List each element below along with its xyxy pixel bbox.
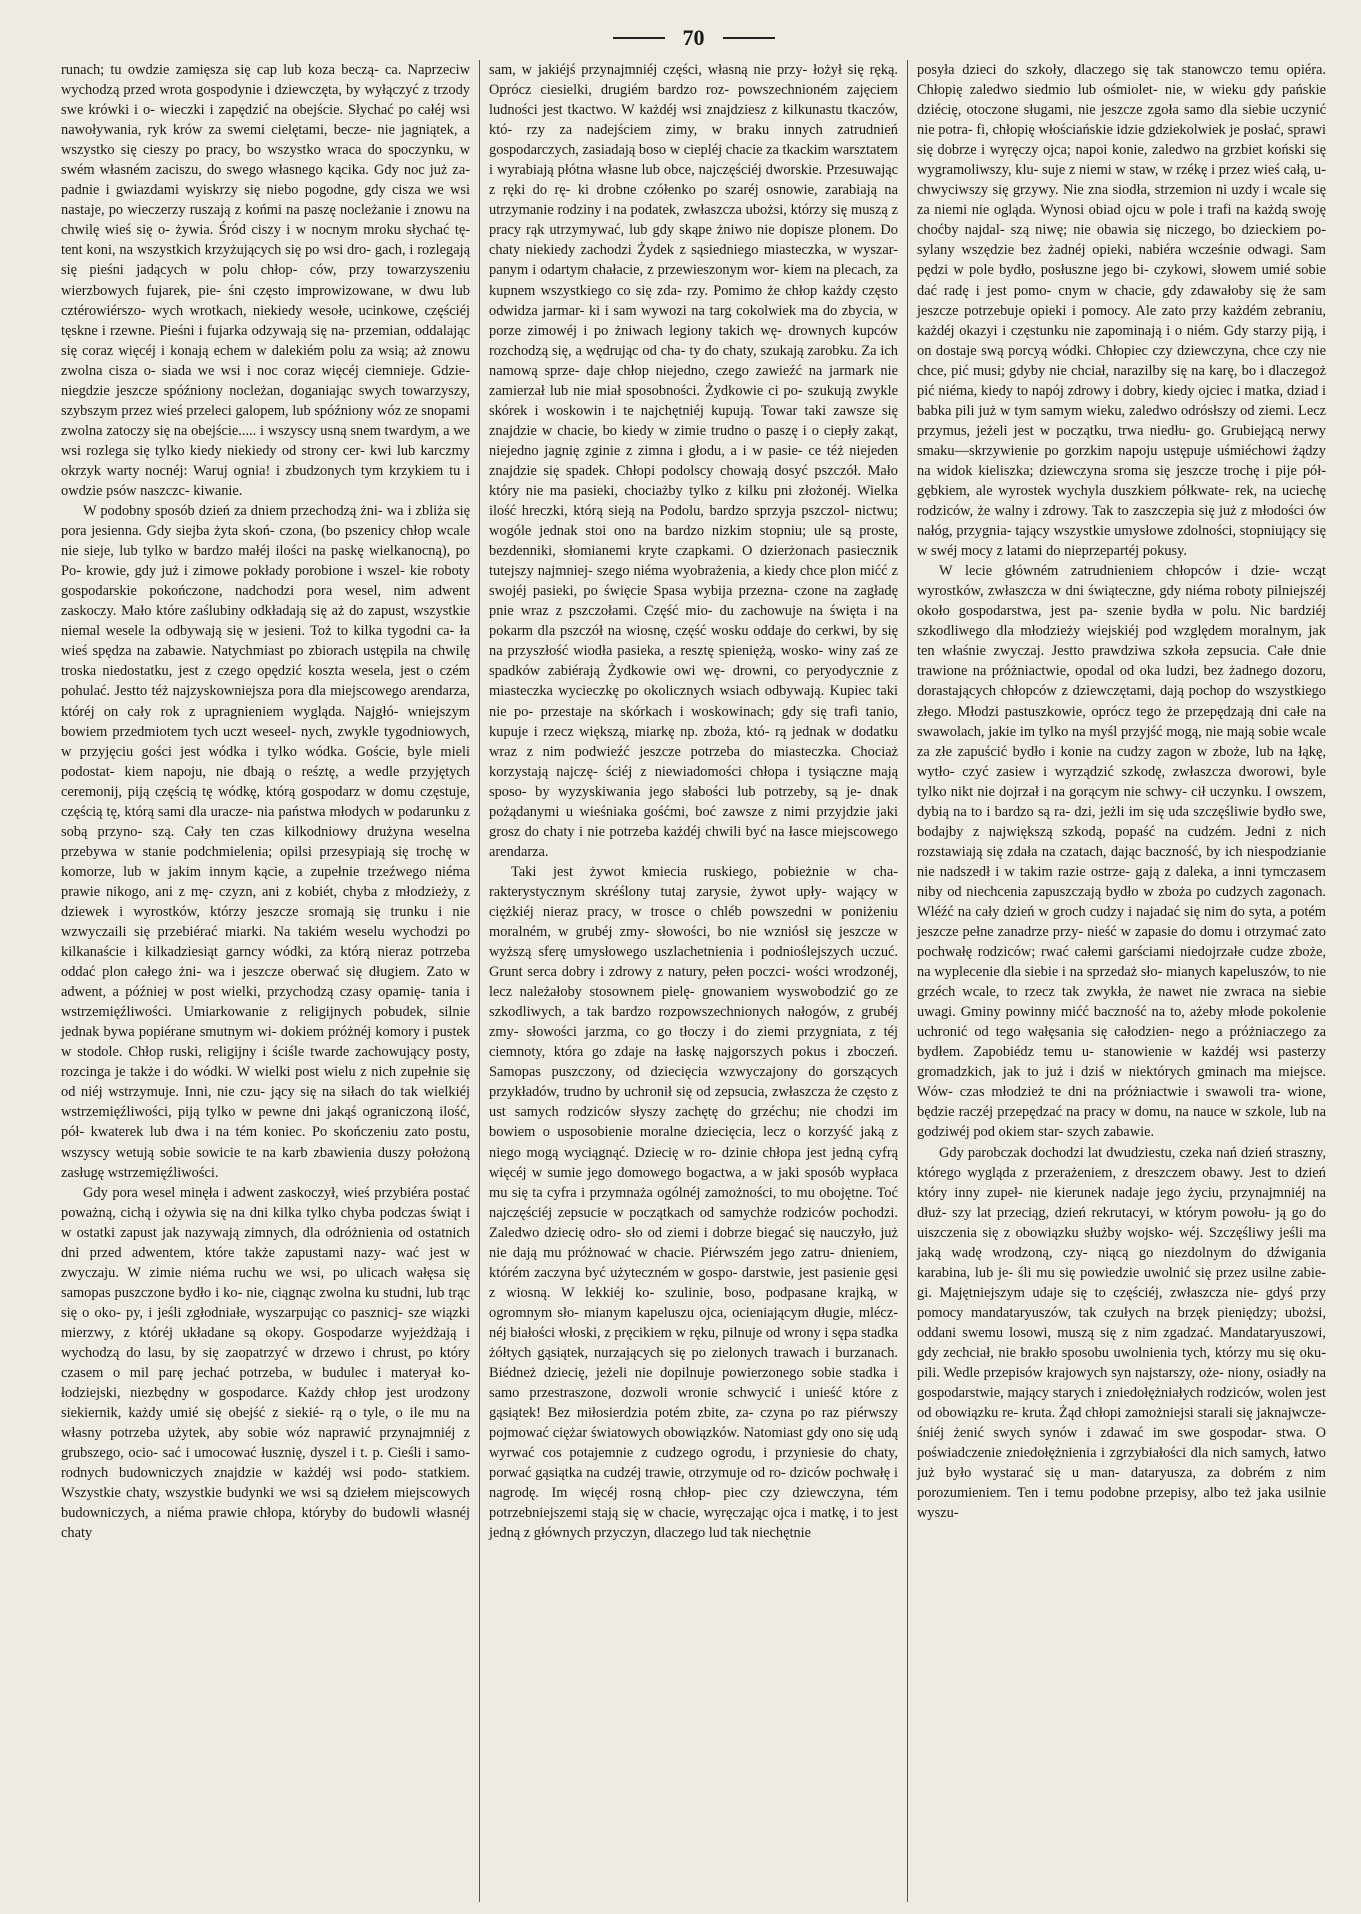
text-columns (52, 60, 1335, 1902)
column-1-paragraph: W podobny sposób dzień za dniem przechodzą żni- wa i zbliża się pora jesienna. Gdy siejba żyta skoń- czona, (bo pszenicy chłop wcale nie sieje, lub tylko w bardzo małéj ilości na paskę wielkanocną), po Po- krowie, gdy już i zimowe pokłady porobione i wszel- kie roboty gospodarskie pokończone, nadchodzi pora wesel, nim adwent zaskoczy. Mało które zaślubiny odkładają się aż do zapust, wszystkie niemal wesele la odbywają się w jesieni. Toż to kilka tygodni ca- ła wieś spędza na zabawie. Natychmiast po zbiorach ustępila na chwilę troska niedostatku, jest z czego opędzić koszta wesela, jest o czém pohulać. Jestto téż najzyskowniejsza pora dla miejscowego arendarza, któréj on cały rok z upragnieniem wygląda. Najgłó- wniejszym bowiem przedmiotem tych uczt weseel- nych, zwykle tygodniowych, w przyjęciu gości jest wódka i tylko wódka. Goście, byle mieli podostat- kiem napoju, nie dbają o reśztę, a wedle przyjętych ceremonij, piją częścią tę wódkę, którą gospodarz w domu częstuje, częścią tę, którą sami dla uracze- nia państwa młodych w podarunku z sobą przyno- szą. Cały ten czas kilkodniowy drużyna weselna przebywa w stanie podchmielenia; opilsi przesypiają się trochę w komorze, lub w jakim innym kącie, a zupełnie trzeźwego niéma prawie nikogo, ani z mę- czyzn, ani z kobiét, chyba z młodzieży, z dziewek i wyrostków, którzy jeszcze sromają się trunku i nie wzwyczaili się przebiérać miarki. Na takiém weselu wychodzi po kilkanaście i kilkadziesiąt garncy wódki, za którą nieraz potrzeba oddać plon całego żni- wa i jeszcze oberwać się długiem. Zato w adwent, a później w post wielki, przychodzą czasy opamię- tania i wstrzemięźliwości. Umiarkowanie z religijnych pobudek, silnie jednak bywa popiérane smutnym wi- dokiem próżnéj komory i pustek w stodole. Chłop ruski, religijny i ściśle twarde zachowujący posty, rozcinga je także i do wódki. W wielki post wielu z nich zupełnie się od niéj wstrzymuje. Inni, nie czu- jący się na siłach do tak wielkiéj wstrzemięźliwości, piją tylko w pewne dni jakąś ograniczoną ilość, pół- kwaterek lub dwa i na tém koniec. Po skończeniu zato postu, wszyscy wetują sobie sowicie te na karb zbawienia duszy położoną zasługę wstrzemięźliwości. (61, 503, 470, 1181)
column-1 (52, 60, 479, 1902)
column-3 (907, 60, 1335, 1902)
column-2-paragraph: sam, w jakiéjś przynajmniéj części, własną nie przy- łożył się ręką. Oprócz ciesielki, drugiém bardzo roz- powszechnioném zajęciem ludności jest tkactwo. W każdéj wsi znajdziesz z kilkunastu tkaczów, któ- rzy za nadejściem zimy, w braku innych zatrudnień gospodarczych, zasiadają boso w ciepléj chacie za tkackim warsztatem i wyrabiają płótna własne lub obce, najczęściéj dworskie. Przesuwając z ręki do rę- ki drobne czółenko po szaréj osnowie, zarabiają na utrzymanie rodziny i na podatek, zwłaszcza ubożsi, którzy się muszą z pracy rąk utrzymywać, lub gdy skąpe żniwo nie dopisze plonem. Do chaty niekiedy zachodzi Żydek z sąsiedniego miasteczka, w wyszar- panym i odartym chałacie, z przewieszonym wor- kiem na plecach, za kupnem wszystkiego co się zda- rzy. Pomimo że chłop każdy często odwidza jarmar- ki i sam wywozi na targ cokolwiek ma do zbycia, w porze zimowéj i po żniwach legiony takich wę- drownych kupców rozchodzą się, a wędrując od cha- ty do chaty, szukają zarobku. Za ich namową sprze- daje chłop niejedno, czego zawieźć na jarmark nie zamierzał lub nie miał sposobności. Żydkowie ci po- szukują zwykle skórek i woskowin i te najchętniéj kupują. Towar taki zawsze się znajdzie w chacie, bo kiedy w zimie trudno o paszę i o ciepły zakąt, niejedno jagnię zginie z zimna i głodu, a i w pasie- ce téż niejeden znajdzie się spadek. Chłopi podolscy chowają dosyć pszczół. Mało który nie ma pasieki, chociażby tylko z kilku pni złożonéj. Wielka ilość hreczki, którą sieją na Podolu, bardzo sprzyja pszczol- nictwu; wogóle jednak stoi ono na bardzo nizkim stopniu; ule są proste, bezdenniki, słomianemi kryte czapkami. O dzierżonach pasiecznik tutejszy najmniej- szego niéma wyobrażenia, a kiedy chce plon mićć z swojéj pasieki, po święcie Spasa wybija przezna- czone na zagładę pnie wraz z pszczołami. Część mio- du zachowuje na święta i na pokarm dla pszczół na wiosnę, część wosku oddaje do cerkwi, by się na przyszłość wiodła pasieka, a resztę spieniężą, wosko- winy zaś ze spadków zabiérają Żydkowie owi wę- drowni, co peryodycznie z miasteczka wycieczkę po okolicznych wsiach odbywają. Kupiec taki nie po- przestaje na skórkach i woskowinach; gdy się trafi tanio, kupuje i rzecz większą, miarkę np. zboża, któ- rą jednak w dodatku wraz z nim podwieźć jeszcze potrzeba do miasteczka. Chociaż korzystają najczę- ściéj z niewiadomości chłopa i tysiączne mają sposo- by wyzyskiwania jego słabości lub potrzeby, są je- dnak pożądanymi u wieśniaka gośćmi, boć zawsze z nimi przyjdzie jaki grosz do chaty i nie potrzeba każdéj chwili być na łasce miejscowego arendarza. (489, 62, 898, 860)
column-3-paragraph: Gdy parobczak dochodzi lat dwudziestu, czeka nań dzień straszny, którego wygląda z przerażeniem, z dreszczem obawy. Jest to dzień który inny zupeł- nie kierunek nadaje jego życiu, przynajmniéj na dłuż- szy lat przeciąg, dzień rekrutacyi, w którym powołu- ją go do uiszczenia się z obowiązku służby wojsko- wéj. Szczęśliwy jeśli ma jaką wadę wrodzoną, czy- niącą go niezdolnym do dźwigania karabina, lub je- śli mu się powiedzie uwolnić się przez usilne zabie- gi. Majętniejszym udaje się to częściéj, zwłaszcza nie- gdyś przy pomocy mandataryuszów, tak czułych na brzęk pieniędzy; ubożsi, oddani swemu losowi, muszą się z nim zgadzać. Mandataryuszowi, gdy zechciał, nie brakło sposobu uwolnienia tych, którzy mu się oku- pili. Wedle przepisów krajowych syn najstarszy, oże- niony, osiadły na gospodarstwie, mający starych i zniedołężniałych rodziców, wolen jest od obowiązku re- kruta. Żąd chłopi zamożniejsi starali się jaknajwcze- śniéj żenić swych synów i zdawać im swe gospodar- stwa. O poświadczenie zniedołężnienia i zgrzybiałości dla nich samych, łatwo już było wystarać się u man- dataryusza, za dobrém z nim porozumieniem. Ten i temu podobne przepisy, albo też jaka usilnie wyszu- (917, 1144, 1326, 1522)
column-1-paragraph: runach; tu owdzie zamięsza się cap lub koza beczą- ca. Naprzeciw wychodzą przed wrota gospodynie i dziewczęta, by wyłączyć z trzody swe krówki i o- wieczki i zapędzić na obejście. Słychać po całéj wsi nawoływania, ryk krów za swemi cielętami, becze- nie jagniątek, a wszystko się cieszy po pracy, bo wszystko wraca do spoczynku, w swém własném zaciszu, do swego własnego kącika. Gdy noc już za- padnie i gwiazdami wyiskrzy się niebo pogodne, gdy cisza we wsi nastaje, po wieczerzy ruszają z końmi na paszę nocleżanie i znowu na chwilę wieś się o- żywia. Śród ciszy i w nocnym mroku słychać tę- tent koni, na wszystkich krzyżujących się po wsi dro- gach, i rozlegają się pieśni jadących w polu chłop- ców, przy towarzyszeniu wierzbowych fujarek, pie- śni często improwizowane, w dwu lub cztérowiérszo- wych wrotkach, niekiedy wesołe, ucinkowe, częściéj tęskne i rzewne. Pieśni i fujarka odzywają się na- przemian, oddalając się coraz więcéj i konają echem w dalekiém polu za wsią; aż znowu zwolna cisza o- siada we wsi i noc coraz więcéj ciemnieje. Gdzie- niegdzie jeszcze spóźniony nocleżan, doganiając swych towarzyszy, szybszym przez wieś przeleci galopem, lub spóźniony wóz ze snopami zwolna zatoczy się na obejście..... i wszyscy usną snem twardym, a we wsi rozlega się tylko kiedy niekiedy od strony cer- kwi lub karczmy okrzyk warty nocnéj: Waruj ognia! i zbudzonych tym krzykiem tu i owdzie psów naszczc- kiwanie. (61, 62, 470, 499)
column-2 (479, 60, 907, 1902)
page-header (52, 16, 1335, 60)
column-3-paragraph: posyła dzieci do szkoły, dlaczego się tak stanowczo temu opiéra. Chłopię zaledwo siedmio lub ośmiolet- nie, w wieku gdy pańskie dziécię, otoczone sługami, nie jeszcze zgoła samo dla siebie uczynić nie potra- fi, chłopię włościańskie idzie gdziekolwiek je posłać, sprawi się dobrze i wyręczy ojca; napoi konie, zaledwo na grzbiet koński się wygramoliwszy, klu- suje z niemi w staw, w rzékę i przez wieś całą, u- chwyciwszy się grzywy. Nie zna siodła, strzemion ni uzdy i wcale się za niemi nie ogląda. Wynosi obiad ojcu w pole i trafi na każdą swoję choćby najdal- szą niwę; nie obawia się niczego, bo dzieckiem po- sylany wszędzie bez żadnéj opieki, nabiéra wcześnie odwagi. Sam pędzi w pole bydło, posłuszne jego bi- czykowi, słowem umié sobie dać radę i jest pomo- cnym w chacie, gdy zdawałoby się że sam jeszcze potrzebuje opieki i pomocy. Ale zato przy każdém zebraniu, każdéj okazyi i częstunku nie zapominają i o niém. Gdy starzy piją, i on dostaje swą porcyą wódki. Chłopiec czy dziewczyna, chce czy nie chce, pić musi; gdyby nie chciał, narazilby się na karę, bo i dlaczegoż pić niéma, kiedy to napój zdrowy i dobry, kiedy ojciec i matka, dziad i babka pili już w tym samym wieku, zaledwo odrósłszy od ziemi. Lecz przymus, jeżeli jest w początku, trwa niedłu- go. Grubiejącą nerwy smaku—skrzywienie po gorzkim napoju ustępuje uśmiéchowi żądzy na widok kieliszka; dziewczyna sroma się jeszcze trochę i pije pół- gębkiem, ale wyrostek wychyla duszkiem półkwate- rek, na uciechę rodziców, że walny i zdrowy. Tak to zaszczepia się już z młodości ów nałóg, przygnia- tający wszystkie umysłowe zdolności, stopniujący się w swéj mocy z latami do nieprzepartéj pokusy. (917, 62, 1326, 560)
header-rule-right (723, 37, 775, 39)
column-2-paragraph: Taki jest żywot kmiecia ruskiego, pobieżnie w cha- rakterystycznym skréślony tutaj zarysie, żywot upły- wający w ciężkiéj nieraz pracy, w trosce o chléb powszedni w poniżeniu moralném, w grubéj zmy- słowości, bo nie wzniósł się jeszcze w wyższą sferę umysłowego uszlachetnienia i podnioślejszych uczuć. Grunt serca dobry i zdrowy z natury, pełen poczci- wości wrodzonéj, lecz należałoby stosownem pielę- gnowaniem wyswobodzić go ze szkodliwych, a tak bardzo rozpowszechnionych nałogów, z grubéj zmy- słowości jarzma, co go tłoczy i do ziemi przygniata, z téj ciemnoty, która go zdaje na łaskę najgorszych pokus i zboczeń. Samopas puszczony, od dziecięcia wzwyczajony do gorszących przykładów, trudno by uchronił się od zepsucia, zwłaszcza że często z ust samych rodziców słyszy zachętę do grzéchu; nie chodzi im bowiem o usposobienie moralne dziecięcia, lecz o korzyść jaką z niego mogą wyciągnąć. Dziecię w ro- dzinie chłopa jest jedną cyfrą więcéj w sumie jego domowego bogactwa, a w jaki sposób wypłaca mu się ta cyfra i przymnaża ogólnéj zamożności, to mu obojętne. Toć najczęściéj zepsucie w początkach od samychże rodziców pochodzi. Zaledwo dziecię odro- sło od ziemi i dobrze biegać się nauczyło, już nie dają mu próżnować w chacie. Piérwszém jego zatru- dnieniem, którém zaczyna być użyteczném w gospo- darstwie, jest pasienie gęsi z wiosną. W lekkiéj ko- szulinie, boso, podpasane krajką, w ogromnym sło- mianym kapeluszu ojca, ocieniającym długie, mlécz- néj białości włoski, z pręcikiem w ręku, pilnuje od wrony i sępa stadka żółtych gąsiątek, nurzających się po zielonych trawach i burzanach. Biédneż dziecię, jeżeli nie dopilnuje powierzonego sobie stadka i samo przestraszone, dozwoli wronie schwycić i unieść które z gąsiątek! Bez miłosierdzia potém zbite, za- czyna po raz piérwszy pojmować ciężar światowych obowiązków. Natomiast gdy ono się udą wyrwać cos potajemnie z cudzego ogrodu, i przyniesie do chaty, porwać gąsiątka na cudzéj trawie, otrzymuje od ro- dziców pochwałę i nagrodę. Im więcéj rosną chłop- piec czy dziewczyna, tém potrzebniejszemi stają się w chacie, wyręczając ojca i matkę, i to jest jedną z głównych przyczyn, dlaczego lud tak niechętnie (489, 863, 898, 1542)
header-rule-left (613, 37, 665, 39)
column-1-paragraph: Gdy pora wesel minęła i adwent zaskoczył, wieś przybiéra postać poważną, cichą i ożywia się na dni kilka tylko chyba podczas świąt i w ostatki zapust jak nazywają zimnych, dla odróżnienia od ostatnich dni przed adwentem, które także zapustami nazy- wać jest w zwyczaju. W zimie niéma ruchu we wsi, po ulicach wałęsa się samopas puszczone bydło i ko- nie, ciągnąc zwolna ku studni, lub trąc się o oko- py, i jeśli zgłodniałe, wyszarpując co pasznicj- sze wiązki mierzwy, z któréj układane są okopy. Gospodarze wyjeżdżają i wychodzą do lasu, by się zaopatrzyć w drzewo i chrust, po który czasem o mil parę jechać potrzeba, w budulec i materyał ko- łodziejski, niezbędny w gospodarce. Każdy chłop jest urodzony siekiernik, każdy umié się obejść z siekié- rą o tyle, o ile mu na własny potrzeba użytek, aby sobie wóz naprawić przynajmniéj z grubszego, ocio- sać i umocować łusznię, dyszel i t. p. Cieśli i samo- rodnych budowniczych znajdzie w każdéj wsi podo- statkiem. Wszystkie chaty, wszystkie budynki we wsi są dziełem miejscowych budowniczych, a niéma prawie chłopa, któryby do budowli własnéj chaty (61, 1184, 470, 1542)
column-3-paragraph: W lecie główném zatrudnieniem chłopców i dzie- wcząt wyrostków, zwłaszcza w dni świąteczne, gdy niéma roboty pilniejszéj około gospodarstwa, jest pa- szenie bydła w polu. Nic bardziéj szkodliwego dla młodzieży wiejskiéj pod względem moralnym, jak ten właśnie zwyczaj. Jestto prawdziwa szkoła zepsucia. Całe dnie trawione na próżniactwie, opodal od oka ludzi, bez żadnego dozoru, dorastających chłopców z dziewczętami, dają pochop do wszystkiego złego. Młodzi pastuszkowie, oprócz tego że przepędzają dni całe na swawolach, jakie im tylko na myśl przyjść mogą, nie mają sobie wcale za złe zapuścić bydło i konie na cudzy zagon w zboże, lub na łąkę, wytło- czyć zasiew i wyrządzić szkodę, zwłaszcza dworowi, byle tylko nikt nie dojrzał i na gorącym nie schwy- cił uczynku. I owszem, dybią na to i bardzo są ra- dzi, jeżli im się uda szczęśliwie bydło swe, bodajby z największą szkodą, popaść na cudzém. Jedni z nich rozstawiają się zdała na czatach, dając baczność, by ich niespodzianie nie nadszedł i w takim razie ostrze- gają z daleka, a inni tymczasem niby od niechcenia zapuszczają bydło w zboża po cudzych zagonach. Wléźć na cały dzień w groch cudzy i najadać się nim do syta, a potém jeszcze pełne zanadrze przy- nieść w zapasie do domu i otrzymać zato pochwałę rodziców; rwać całemi garściami niedojrzałe cudze zboże, na wyplecenie dla siebie i na sprzedaż sło- mianych kapeluszów, to nie grzéch wcale, to rzecz tak zwykła, że nawet nie zwraca na siebie uwagi. Gminy powinny mićć baczność na to, ażeby młode pokolenie uchronić od tego wałęsania się całodzien- nego a próżniaczego za bydłem. Zapobiédz temu u- stanowienie w każdéj wsi pasterzy gromadzkich, jak to już i dziś w niektórych gminach ma miejsce. Wów- czas młodzież te dni na próżniactwie i swawoli tra- wione, będzie raczéj przepędzać na pracy w domu, na nauce w szkole, lub na godziwéj pod okiem star- szych zabawie. (917, 563, 1326, 1141)
page-number: 70 (682, 25, 705, 50)
